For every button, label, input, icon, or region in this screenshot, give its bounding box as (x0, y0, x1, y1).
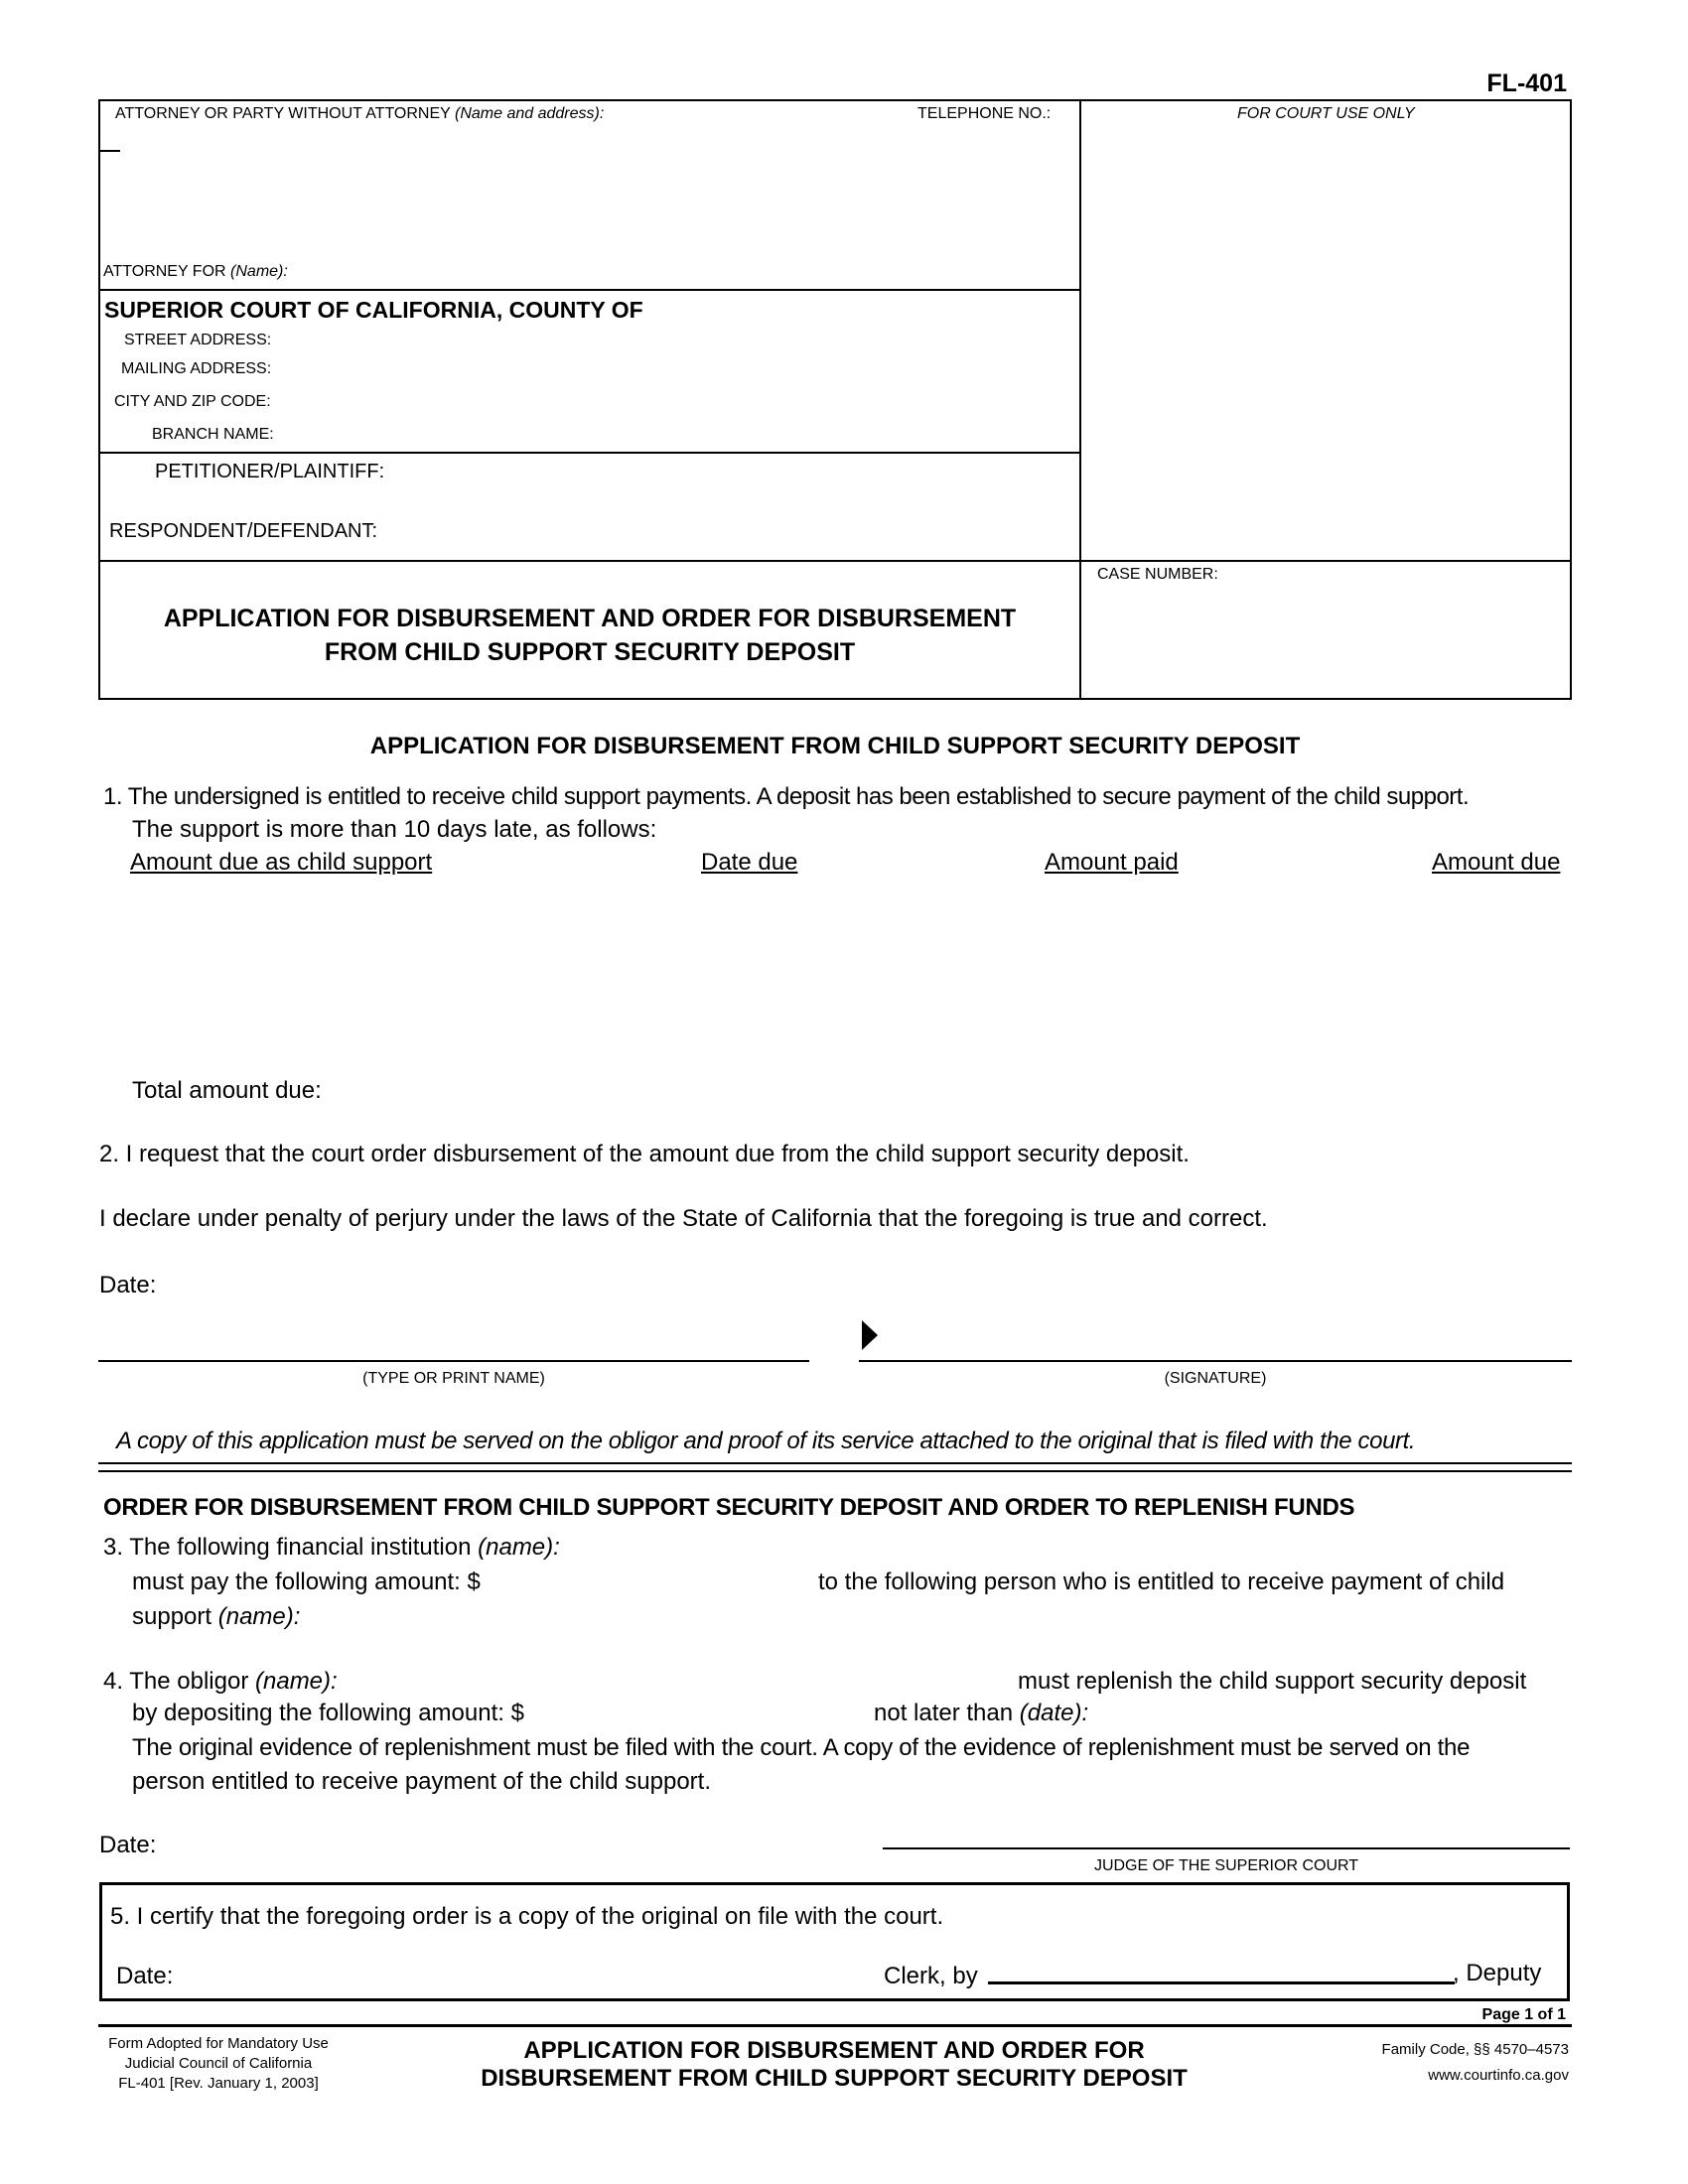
attorney-label (115, 105, 604, 123)
mailing-address-label: MAILING ADDRESS: (121, 360, 272, 377)
text: (Name and address): (455, 105, 605, 122)
text: DISBURSEMENT FROM CHILD SUPPORT SECURITY DEPOSIT (481, 2065, 1188, 2092)
branch-name-label: BRANCH NAME: (152, 426, 274, 443)
text: APPLICATION FOR DISBURSEMENT AND ORDER FOR (523, 2037, 1145, 2064)
name-caption: (TYPE OR PRINT NAME) (362, 1370, 545, 1387)
item2: 2. I request that the court order disbursement of the amount due from the child support security deposit. (99, 1141, 1190, 1167)
text: (name): (255, 1668, 338, 1695)
city-zip-label: CITY AND ZIP CODE: (114, 393, 271, 410)
column-date-due: Date due (701, 849, 798, 876)
name-line[interactable] (98, 1360, 809, 1362)
page-number: Page 1 of 1 (1481, 2006, 1566, 2023)
rule-line (98, 1470, 1572, 1472)
order-heading: ORDER FOR DISBURSEMENT FROM CHILD SUPPORT SECURITY DEPOSIT AND ORDER TO REPLENISH FUNDS (103, 1494, 1355, 1521)
item4-b: must replenish the child support security deposit (1018, 1668, 1527, 1695)
rule-line (98, 560, 1572, 562)
item4-c: by depositing the following amount: $ (132, 1700, 524, 1726)
text: Form Adopted for Mandatory Use (108, 2035, 329, 2052)
rule-line (100, 150, 120, 152)
footer-right (1382, 2037, 1569, 2089)
text: FROM CHILD SUPPORT SECURITY DEPOSIT (324, 638, 856, 666)
court-title: SUPERIOR COURT OF CALIFORNIA, COUNTY OF (104, 297, 643, 323)
item4-e: The original evidence of replenishment must be filed with the court. A copy of the evidence of replenishment must be served on the (132, 1734, 1471, 1761)
item4-a (103, 1668, 338, 1696)
column-amount-due-child-support: Amount due as child support (130, 849, 433, 876)
text: support (132, 1603, 212, 1630)
clerk-by-label: Clerk, by (884, 1963, 978, 1989)
judge-caption: JUDGE OF THE SUPERIOR COURT (1093, 1857, 1359, 1874)
text: ATTORNEY OR PARTY WITHOUT ATTORNEY (115, 105, 451, 122)
declaration: I declare under penalty of perjury under the laws of the State of California that the foregoing is true and correct. (99, 1205, 1268, 1232)
rule-line (98, 99, 1572, 101)
item1-line1: 1. The undersigned is entitled to receive child support payments. A deposit has been established to secure payment of the child support. (103, 783, 1470, 810)
item5: 5. I certify that the foregoing order is a copy of the original on file with the court. (110, 1903, 944, 1930)
item1-line2: The support is more than 10 days late, as follows: (132, 816, 657, 843)
text: (date): (1019, 1700, 1089, 1726)
text: 3. The following financial institution (103, 1534, 472, 1561)
item5-date: Date: (116, 1963, 174, 1989)
item4-d (874, 1700, 1088, 1727)
service-note: A copy of this application must be served on the obligor and proof of its service attached to the original that is filed with the court. (116, 1428, 1416, 1454)
form-title (100, 602, 1079, 669)
clerk-signature-line[interactable] (988, 1981, 1455, 1984)
courtinfo-link[interactable]: www.courtinfo.ca.gov (1428, 2067, 1569, 2084)
text: not later than (874, 1700, 1014, 1726)
text: 4. The obligor (103, 1668, 249, 1695)
total-amount-due-label: Total amount due: (132, 1077, 322, 1104)
text: FL-401 [Rev. January 1, 2003] (118, 2075, 319, 2092)
item3-c: to the following person who is entitled to receive payment of child (818, 1569, 1505, 1595)
footer-title (397, 2037, 1271, 2093)
rule-line (98, 2024, 1572, 2027)
footer-left (99, 2034, 338, 2094)
date-label: Date: (99, 1272, 157, 1298)
case-number-label: CASE NUMBER: (1097, 566, 1218, 583)
column-amount-paid: Amount paid (1045, 849, 1179, 876)
signature-line[interactable] (859, 1360, 1572, 1362)
court-use-label: FOR COURT USE ONLY (1237, 105, 1415, 122)
petitioner-label: PETITIONER/PLAINTIFF: (155, 461, 385, 482)
rule-line (98, 452, 1081, 454)
respondent-label: RESPONDENT/DEFENDANT: (109, 520, 378, 542)
text: (name): (478, 1534, 560, 1561)
item3-a (103, 1534, 560, 1562)
text: ATTORNEY FOR (103, 263, 226, 280)
text: Family Code, §§ 4570–4573 (1381, 2041, 1569, 2058)
deputy-label: , Deputy (1453, 1960, 1542, 1986)
attorney-for-label (103, 263, 288, 281)
text: Judicial Council of California (124, 2055, 313, 2072)
telephone-label: TELEPHONE NO.: (917, 105, 1052, 122)
text: (Name): (230, 263, 288, 280)
rule-line (1079, 99, 1081, 700)
form-id: FL-401 (1486, 69, 1567, 97)
application-heading: APPLICATION FOR DISBURSEMENT FROM CHILD SUPPORT SECURITY DEPOSIT (369, 733, 1301, 759)
street-address-label: STREET ADDRESS: (124, 332, 272, 348)
column-amount-due: Amount due (1432, 849, 1561, 876)
item4-f: person entitled to receive payment of the child support. (132, 1768, 712, 1795)
rule-line (98, 698, 1572, 700)
order-date-label: Date: (99, 1832, 157, 1858)
rule-line (98, 289, 1081, 291)
text: (name): (217, 1603, 301, 1630)
item3-d (132, 1603, 300, 1631)
signature-caption: (SIGNATURE) (1164, 1370, 1267, 1387)
text: APPLICATION FOR DISBURSEMENT AND ORDER FOR DISBURSEMENT (163, 605, 1017, 632)
rule-line (1570, 99, 1572, 700)
item3-b: must pay the following amount: $ (132, 1569, 481, 1595)
judge-signature-line[interactable] (883, 1847, 1570, 1849)
arrow-icon (862, 1320, 878, 1350)
rule-line (98, 1462, 1572, 1464)
